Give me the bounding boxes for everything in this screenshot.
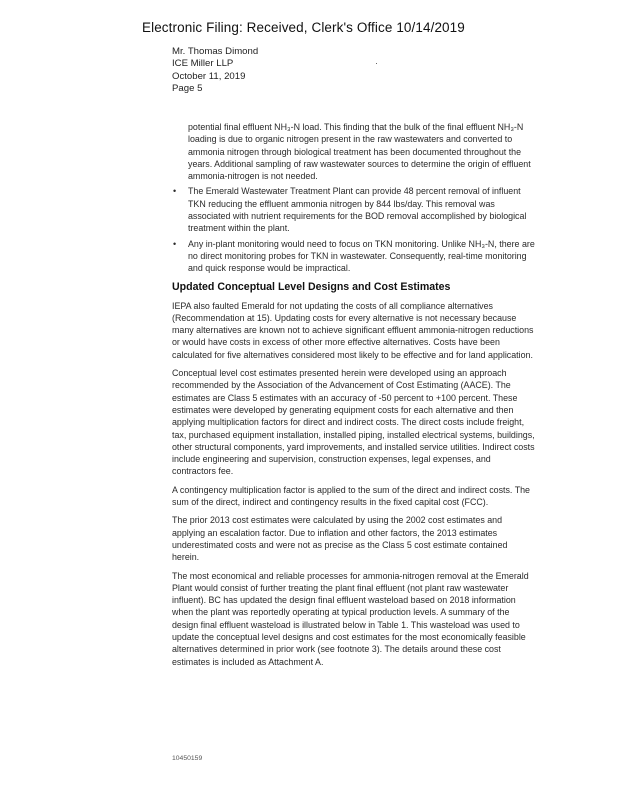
paragraph-ammonia-removal: The most economical and reliable processes for ammonia-nitrogen removal at the Emerald Plant would consist of further treating the plant final effluent (not plant raw wastewater influent). BC has updated the design final effluent wasteload based on 2018 information when the plant was reportedly operating at typical production levels. A summary of the design final effluent wasteload is illustrated below in Table 1. This wasteload was used to update the conceptual level designs and cost estimates for the most economically feasible alternatives determined in prior work (see footnote 3). The details around these cost estimates is included as Attachment A.: [172, 570, 529, 667]
paragraph-contingency: A contingency multiplication factor is applied to the sum of the direct and indirect costs. The sum of the direct, indirect and contingency results in the fixed capital cost (FCC).: [172, 484, 530, 508]
bullet-icon: •: [173, 238, 177, 249]
paragraph-aace-estimates: Conceptual level cost estimates presented herein were developed using an approach recommended by the Association of the Advancement of Cost Estimating (AACE). The estimates are Class 5 estimates with an accuracy of -50 percent to +100 percent. These estimates were developed by generating equipment costs for each alternative and then applying multiplication factors for direct and indirect costs. The direct costs include freight, tax, purchased equipment installation, installed piping, installed electrical systems, buildings, other structural components, yard improvements, and installed service utilities. Indirect costs include engineering and supervision, construction expenses, legal expenses, and contractors fee.: [172, 368, 535, 477]
filing-stamp: Electronic Filing: Received, Clerk's Office 10/14/2019: [142, 20, 465, 35]
letter-date: October 11, 2019: [172, 70, 246, 82]
recipient-firm: ICE Miller LLP: [172, 58, 234, 70]
bullet-icon: •: [173, 186, 177, 197]
recipient-name: Mr. Thomas Dimond: [172, 46, 259, 57]
list-item: [172, 185, 536, 234]
bullet-text: Any in-plant monitoring would need to focus on TKN monitoring. Unlike NH₃-N, there are no direct monitoring probes for TKN in wastewater. Consequently, real-time monitoring and quick response would be impractical.: [188, 238, 535, 274]
paragraph-cost-updates: IEPA also faulted Emerald for not updating the costs of all compliance alternatives (Recommendation at 15). Updating costs for every alternative is not necessary because many alternatives are known not to achieve significant effluent ammonia-nitrogen reductions or would have costs in excess of other more effective alternatives. Costs have been calculated for five alternatives considered most likely to be effective and for land application.: [172, 300, 534, 360]
footer-doc-code: 10450159: [172, 755, 203, 762]
continued-bullet-text: potential final effluent NH₃-N load. This finding that the bulk of the final effluent NH₃-N loading is due to organic nitrogen present in the raw wastewaters and converted to ammonia nitrogen through biological treatment has been documented throughout the years. Additional sampling of raw wastewater sources to determine the origin of effluent ammonia-nitrogen is not needed.: [188, 122, 531, 182]
bullet-text: The Emerald Wastewater Treatment Plant can provide 48 percent removal of influent TKN reducing the effluent ammonia nitrogen by 844 lbs/day. This removal was associated with nutrient requirements for the BOD removal accomplished by biological treatment within the plant.: [188, 186, 527, 234]
letter-body: [172, 121, 536, 674]
page-number: Page 5: [172, 83, 203, 95]
scan-speck: [376, 63, 377, 64]
section-heading: Updated Conceptual Level Designs and Cost Estimates: [172, 280, 451, 293]
list-item: [172, 238, 536, 275]
letter-header: [172, 46, 258, 96]
paragraph-prior-estimates: The prior 2013 cost estimates were calculated by using the 2002 cost estimates and applying an escalation factor. Due to inflation and other factors, the 2013 estimates underestimated costs and were not as precise as the Class 5 cost estimate contained herein.: [172, 515, 508, 563]
